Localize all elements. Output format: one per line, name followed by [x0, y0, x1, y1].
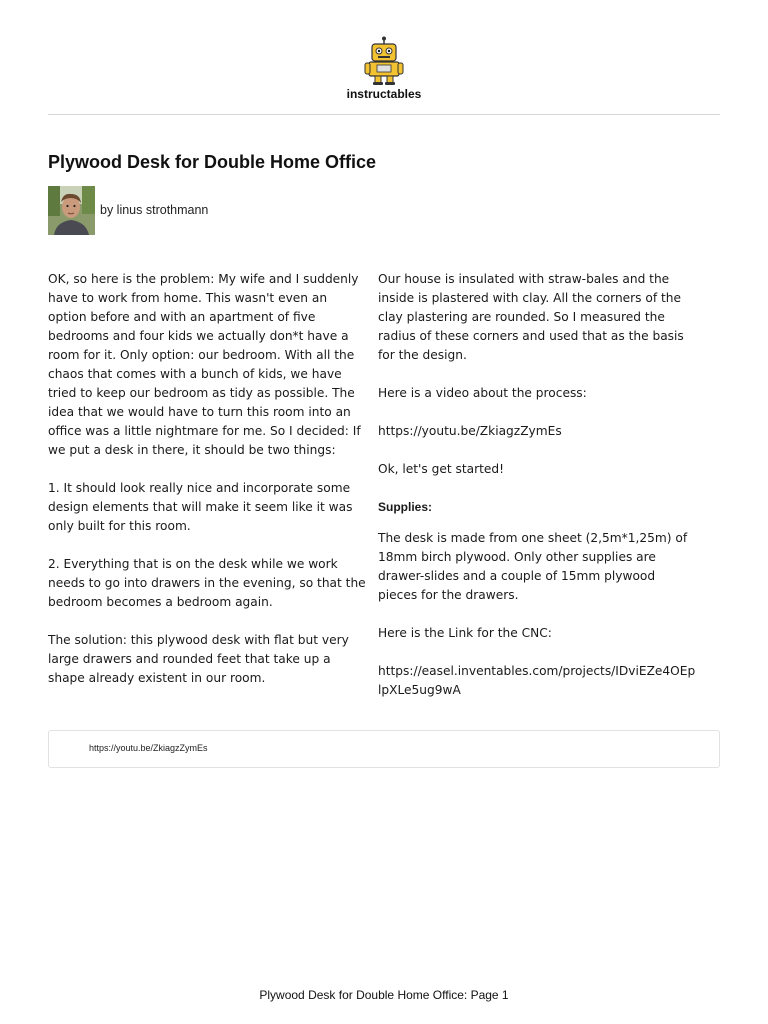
page-footer: Plywood Desk for Double Home Office: Page 1: [259, 988, 509, 1002]
embed-video-link[interactable]: https://youtu.be/ZkiagzZymEs: [89, 743, 208, 753]
cnc-project-link[interactable]: https://easel.inventables.com/projects/IDviEZe4OEplpXLe5ug9wA: [378, 664, 696, 697]
body-paragraph: Our house is insulated with straw-bales and the inside is plastered with clay. All the corners of the clay plastering are rounded. So I measured the radius of these corners and used that as the basis for the design.: [378, 272, 684, 362]
body-paragraph: Here is a video about the process:: [378, 386, 587, 400]
video-link[interactable]: https://youtu.be/ZkiagzZymEs: [378, 424, 562, 438]
article-body-left-column: [48, 270, 366, 688]
video-embed-box: [48, 730, 720, 768]
article-body-right-column: [378, 270, 696, 700]
page-header: [0, 0, 768, 116]
body-paragraph: The solution: this plywood desk with flat but very large drawers and rounded feet that take up a shape already existent in our room.: [48, 633, 349, 685]
body-paragraph: OK, so here is the problem: My wife and I suddenly have to work from home. This wasn't even an option before and with an apartment of five bedrooms and four kids we actually don*t have a room for it. Only option: our bedroom. With all the chaos that comes with a bunch of kids, we have tried to keep our bedroom as tidy as possible. The idea that we would have to turn this room into an office was a little nightmare for me. So I decided: If we put a desk in there, it should be two things:: [48, 272, 361, 457]
body-paragraph: Ok, let's get started!: [378, 462, 505, 476]
body-paragraph: 2. Everything that is on the desk while we work needs to go into drawers in the evening, so that the bedroom becomes a bedroom again.: [48, 557, 366, 609]
author-byline[interactable]: by linus strothmann: [100, 203, 209, 217]
header-divider: [48, 114, 720, 115]
page-title: Plywood Desk for Double Home Office: [48, 152, 377, 172]
supplies-heading: Supplies:: [378, 500, 433, 514]
body-paragraph: Here is the Link for the CNC:: [378, 626, 552, 640]
author-avatar[interactable]: [48, 186, 95, 235]
body-paragraph: The desk is made from one sheet (2,5m*1,25m) of 18mm birch plywood. Only other supplies are drawer-slides and a couple of 15mm plywood pieces for the drawers.: [378, 531, 688, 602]
site-name[interactable]: instructables: [346, 87, 422, 101]
body-paragraph: 1. It should look really nice and incorporate some design elements that will make it seem like it was only built for this room.: [48, 481, 353, 533]
instructables-robot-logo-icon[interactable]: [362, 36, 406, 86]
